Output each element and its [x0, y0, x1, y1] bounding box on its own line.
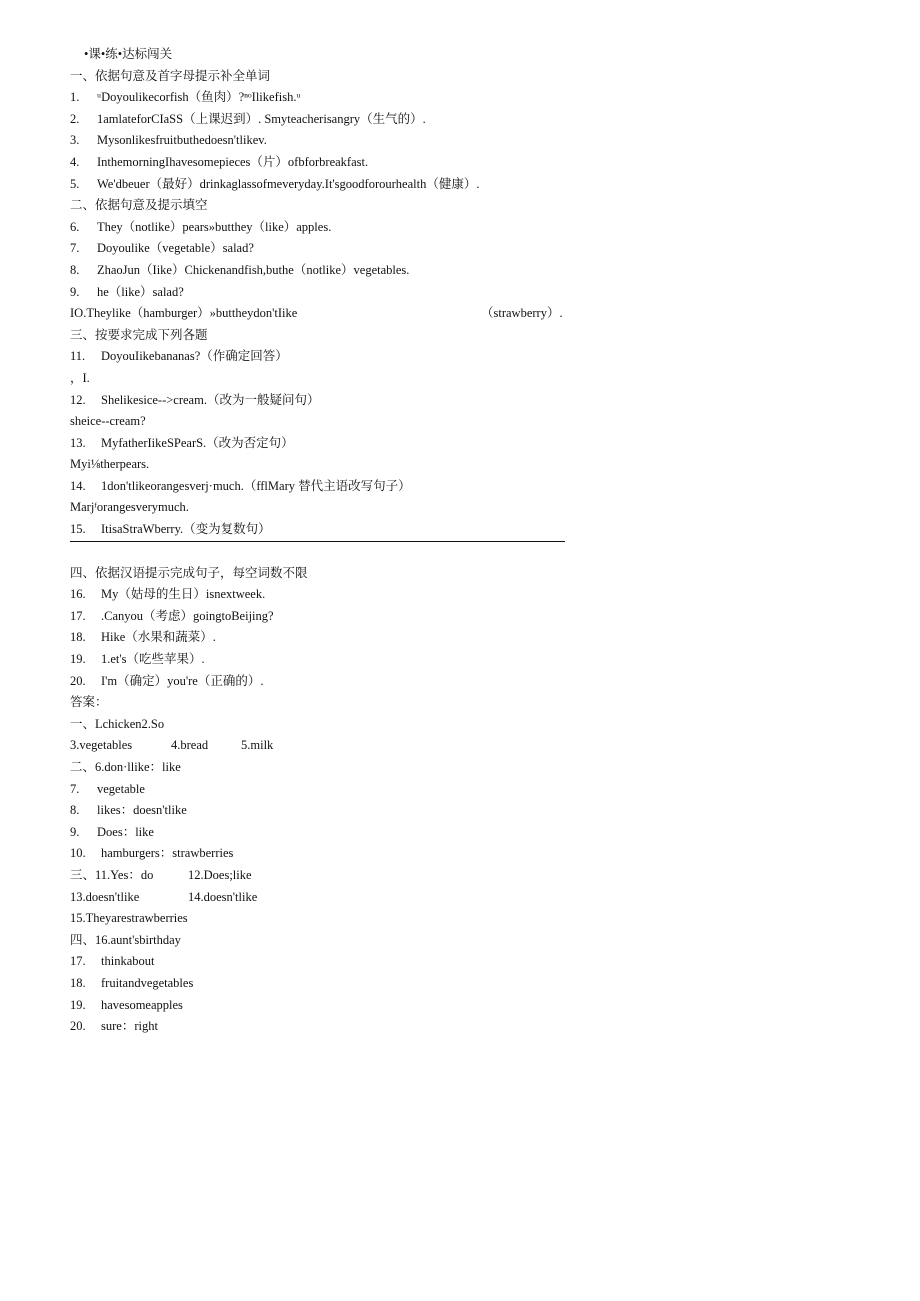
answer-number: 9. [70, 824, 80, 839]
question-text: ZhaoJun（Iike）Chickenandfish,buthe（notlike）vegetables. [97, 262, 410, 277]
question-13 [70, 433, 850, 455]
answer-line-13: Myi⅛therpears. [70, 457, 150, 472]
question-text-right: （strawberry）. [481, 306, 563, 321]
question-number: 18. [70, 630, 86, 645]
question-6 [70, 217, 850, 239]
answers-section3-line2 [70, 887, 850, 909]
question-number: 3. [70, 133, 80, 148]
question-text: 1.et's（吃些苹果）. [101, 652, 205, 667]
answer-item: 4.bread [171, 738, 209, 753]
question-number: 20. [70, 673, 86, 688]
answer-number: 18. [70, 975, 86, 990]
question-8 [70, 260, 850, 282]
question-3 [70, 130, 850, 152]
question-number: 19. [70, 652, 86, 667]
question-number: 9. [70, 284, 80, 299]
answer-text: fruitandvegetables [101, 975, 194, 990]
answer-18 [70, 973, 850, 995]
question-14 [70, 476, 850, 498]
question-number: 5. [70, 176, 80, 191]
question-text: We'dbeuer（最好）drinkaglassofmeveryday.It'sgoodforourhealth（健康）. [97, 176, 480, 191]
question-number: 6. [70, 219, 80, 234]
answer-line-14: Marjᶠorangesverymuch. [70, 500, 189, 515]
answers-heading: 答案： [70, 695, 108, 710]
answers-section1-line2 [70, 735, 850, 757]
answer-7 [70, 779, 850, 801]
question-text: 1don'tlikeorangesverj·much.（fflMary 替代主语改写句子） [101, 478, 411, 493]
question-9 [70, 282, 850, 304]
question-number: 8. [70, 262, 80, 277]
question-text: Shelikesice-->cream.（改为一般疑问句） [101, 392, 320, 407]
answer-number: 20. [70, 1019, 86, 1034]
answer-text: thinkabout [101, 954, 155, 969]
question-number: 2. [70, 111, 80, 126]
question-text: DoyouIikebananas?（作确定回答） [101, 349, 288, 364]
answer-8 [70, 800, 850, 822]
question-number: 1. [70, 90, 80, 105]
answer-19 [70, 995, 850, 1017]
question-number: 13. [70, 435, 86, 450]
question-20 [70, 671, 850, 693]
question-text: MyfatherIikeSPearS.（改为否定句） [101, 435, 294, 450]
answer-item: 3.vegetables [70, 738, 133, 753]
question-text: InthemorningIhavesomepieces（片）ofbforbreakfast. [97, 154, 369, 169]
answer-15: 15.Theyarestrawberries [70, 911, 188, 926]
question-7 [70, 238, 850, 260]
question-2 [70, 109, 850, 131]
question-text: My（姑母的生日）isnextweek. [101, 587, 266, 602]
question-number: 4. [70, 154, 80, 169]
answers-section1-line1: 一、Lchicken2.So [70, 716, 165, 731]
section4-heading: 四、依据汉语提示完成句子，每空词数不限 [70, 565, 308, 580]
answer-text: Does：like [97, 824, 154, 839]
question-10 [70, 303, 850, 325]
answer-line-11: ，I. [70, 370, 90, 385]
question-text: I'm（确定）you're（正确的）. [101, 673, 264, 688]
answer-17 [70, 951, 850, 973]
worksheet-title: •课•练•达标闯关 [84, 47, 173, 61]
section2-heading: 二、依据句意及提示填空 [70, 198, 208, 213]
answer-20 [70, 1016, 850, 1038]
section3-heading: 三、按要求完成下列各题 [70, 327, 208, 342]
answer-text: vegetable [97, 781, 145, 796]
answer-number: 10. [70, 846, 86, 861]
question-18 [70, 627, 850, 649]
answer-item: 12.Does;like [188, 867, 252, 882]
answer-item: 三、11.Yes：do [70, 867, 154, 882]
answer-text: likes：doesn'tlike [97, 803, 187, 818]
answer-number: 19. [70, 997, 86, 1012]
question-text: .Canyou（考虑）goingtoBeijing? [101, 608, 274, 623]
question-text: Hike（水果和蔬菜）. [101, 630, 216, 645]
question-text: Mysonlikesfruitbuthedoesn'tlikev. [97, 133, 267, 148]
answers-section4-line1: 四、16.aunt'sbirthday [70, 932, 181, 947]
question-5 [70, 174, 850, 196]
question-number: 11. [70, 349, 86, 364]
answers-section2-line1: 二、6.don·llike：like [70, 760, 181, 774]
question-number: 12. [70, 392, 86, 407]
question-text: They（notlike）pears»butthey（like）apples. [97, 219, 332, 234]
question-text: IO.Theylike（hamburger）»buttheydon'tIike [70, 306, 298, 321]
answer-text: hamburgers：strawberries [101, 846, 234, 861]
question-text: he（like）salad? [97, 284, 184, 299]
question-19 [70, 649, 850, 671]
answer-text: havesomeapples [101, 997, 183, 1012]
question-text: 1amlateforCIaSS（上课迟到）. Smyteacherisangry（生气的）. [97, 111, 426, 126]
question-12 [70, 390, 850, 412]
answer-number: 7. [70, 781, 80, 796]
answer-9 [70, 822, 850, 844]
question-text: ItisaStraWberry.（变为复数句） [101, 522, 271, 537]
answer-10 [70, 843, 850, 865]
answer-item: 14.doesn'tlike [188, 889, 258, 904]
question-1 [70, 87, 850, 109]
question-number: 7. [70, 241, 80, 256]
question-16 [70, 584, 850, 606]
question-text: ᵘDoyoulikecorfish（鱼肉）?ⁿᵒIlikefish.ᵘ [97, 90, 301, 105]
spacer [70, 542, 850, 563]
question-text: Doyoulike（vegetable）salad? [97, 241, 254, 256]
question-number: 15. [70, 522, 86, 537]
answer-item: 5.milk [241, 738, 274, 753]
answer-line-12: sheice--cream? [70, 414, 146, 429]
question-11 [70, 346, 850, 368]
answer-number: 17. [70, 954, 86, 969]
question-number: 16. [70, 587, 86, 602]
question-4 [70, 152, 850, 174]
worksheet-page [70, 44, 850, 1038]
answer-item: 13.doesn'tlike [70, 889, 140, 904]
question-number: 14. [70, 478, 86, 493]
answer-text: sure：right [101, 1019, 158, 1034]
question-number: 17. [70, 608, 86, 623]
answers-section3-line1 [70, 865, 850, 887]
section1-heading: 一、依据句意及首字母提示补全单词 [70, 68, 271, 83]
answer-number: 8. [70, 803, 80, 818]
question-17 [70, 606, 850, 628]
question-15 [70, 519, 565, 542]
